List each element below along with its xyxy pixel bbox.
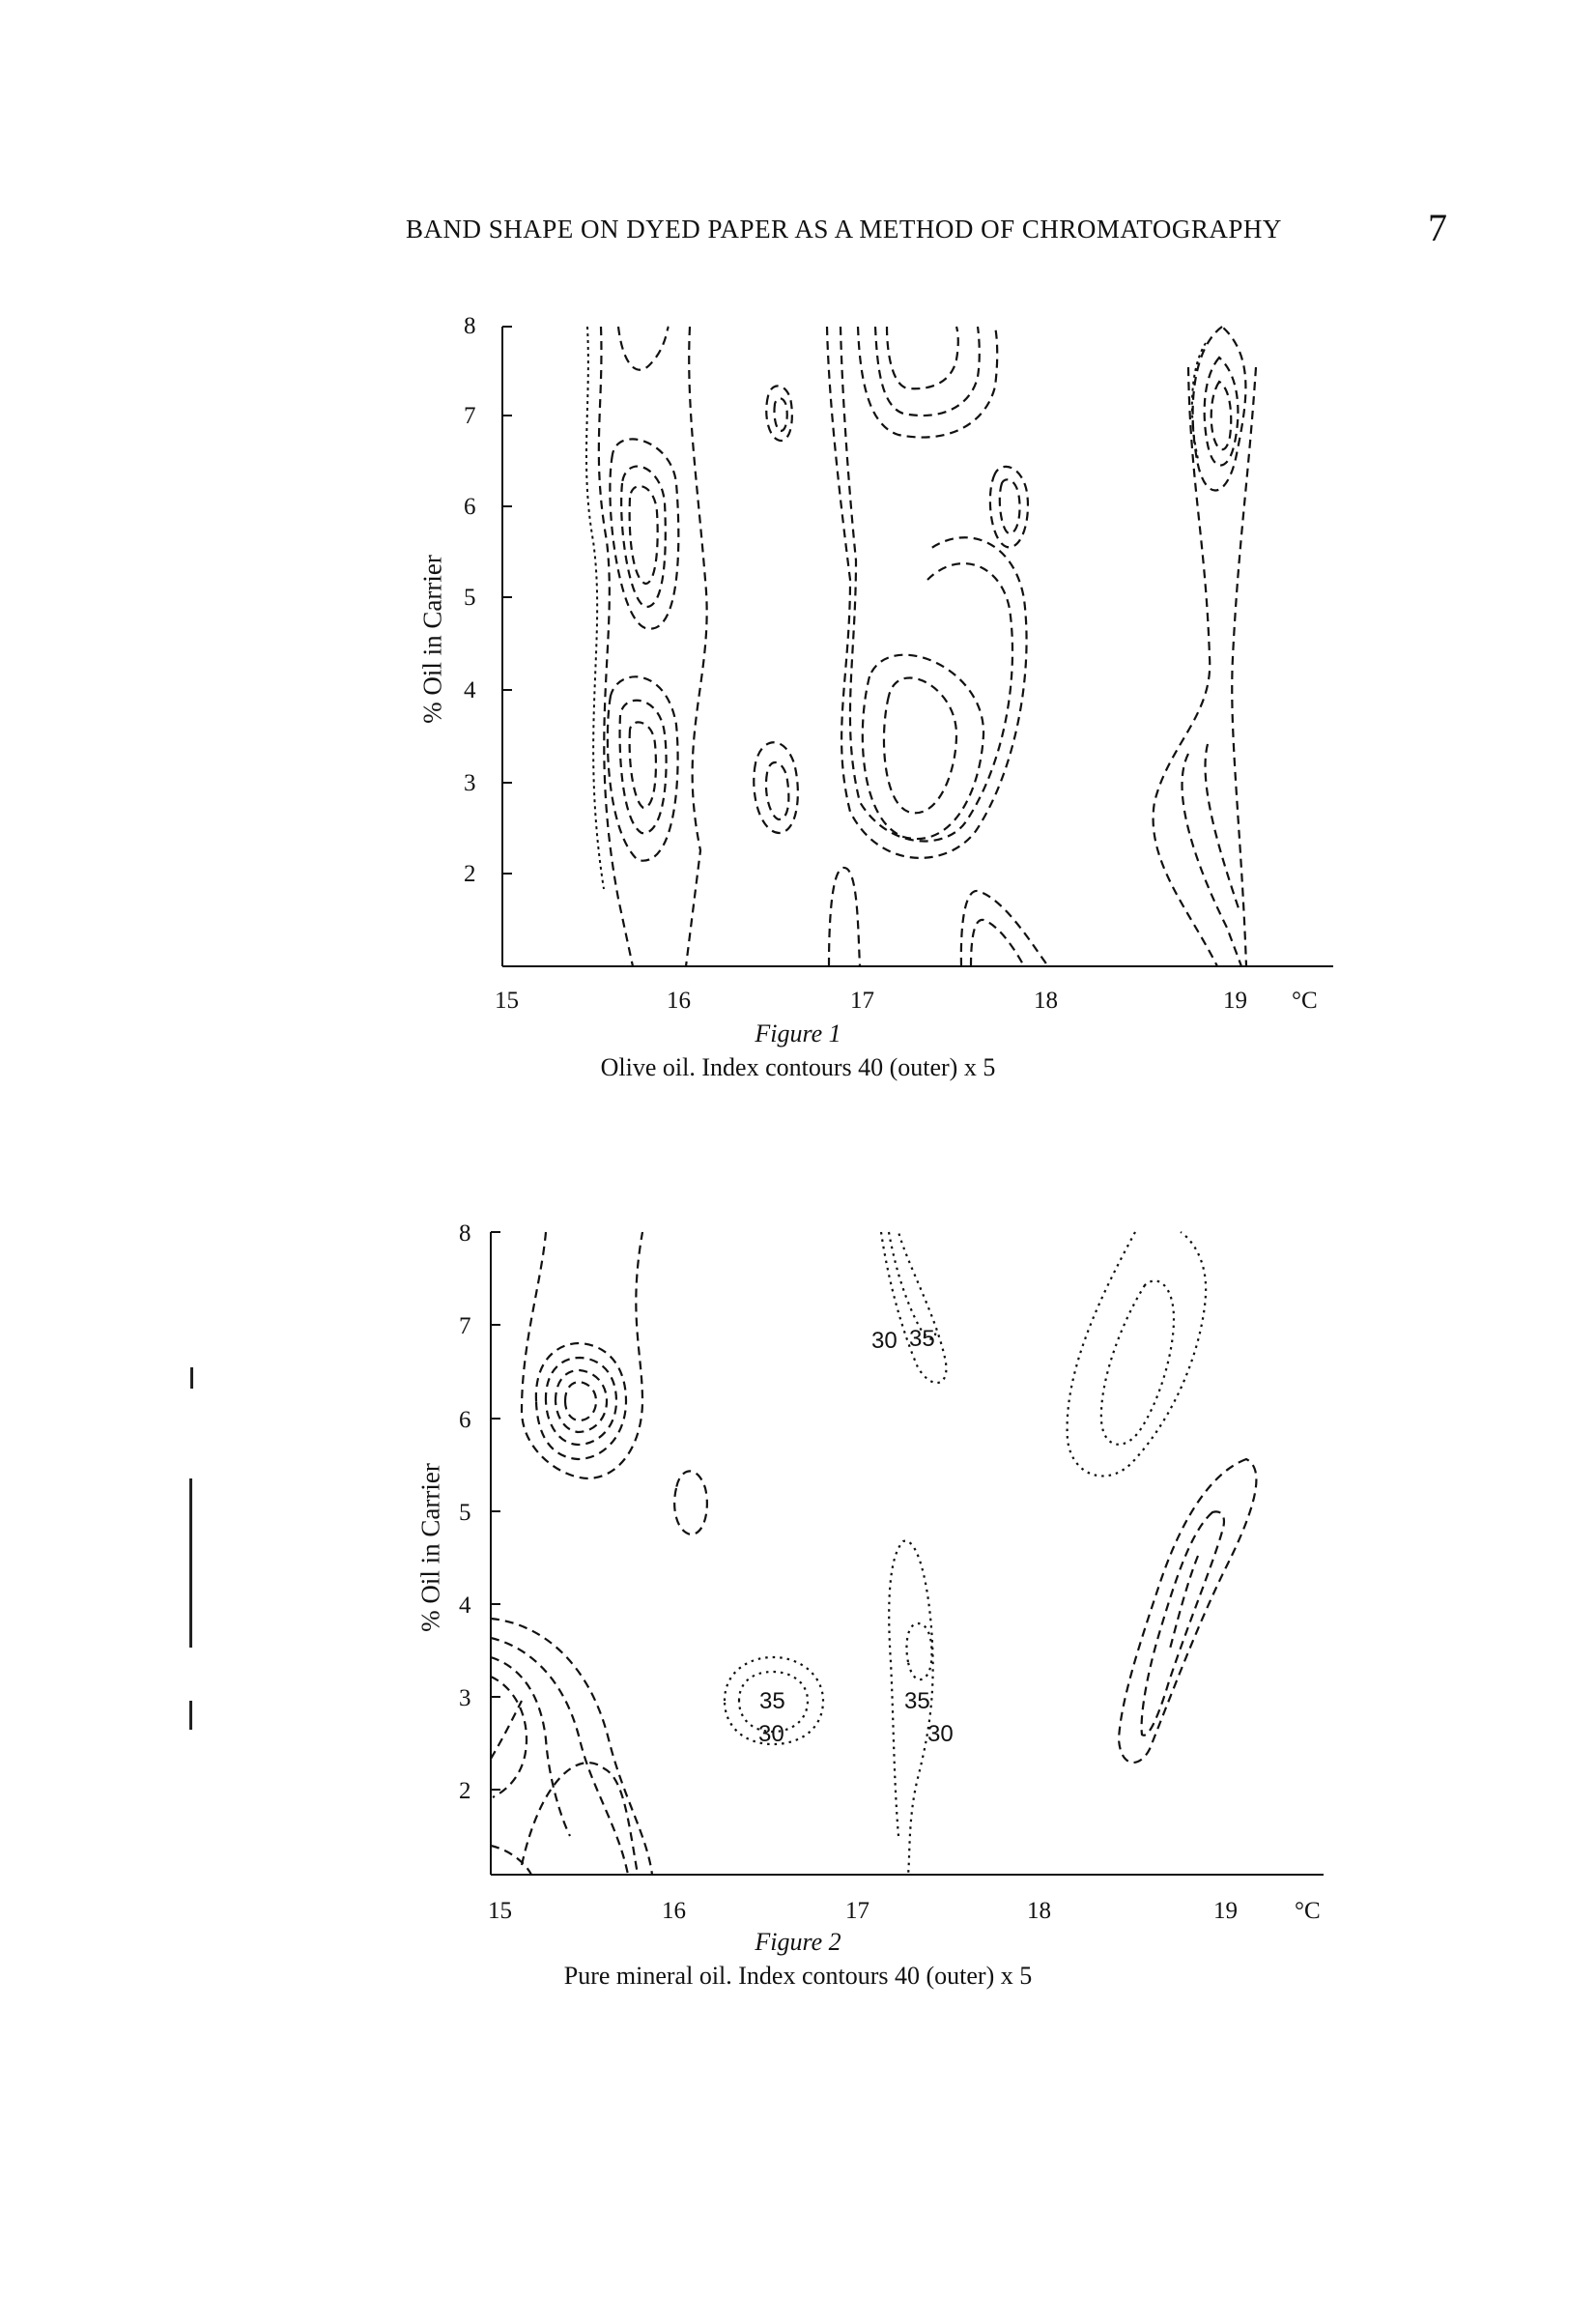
figure-2-ytick: 3 [459,1685,471,1711]
figure-2-y-ticks [491,1232,500,1790]
figure-2 [0,1198,1596,2068]
running-head: BAND SHAPE ON DYED PAPER AS A METHOD OF CHROMATOGRAPHY [406,215,1282,244]
figure-2-ytick: 2 [459,1778,471,1804]
margin-scan-mark [190,1367,193,1389]
figure-2-xtick: 18 [1027,1898,1051,1924]
figure-2-xunit: °C [1295,1898,1321,1924]
figure-1-ytick: 6 [464,494,476,520]
figure-2-y-axis-label: % Oil in Carrier [415,1463,445,1632]
figure-1-ytick: 3 [464,770,476,796]
page-number: 7 [1428,206,1447,249]
figure-2-ytick: 8 [459,1220,471,1247]
figure-1 [0,0,1596,1121]
figure-2-xtick: 19 [1213,1898,1238,1924]
figure-1-y-axis-label: % Oil in Carrier [417,555,447,724]
figure-1-xunit: °C [1292,988,1318,1014]
figure-1-ytick: 4 [464,677,476,703]
figure-2-contour-label: 35 [909,1326,935,1352]
figure-2-contour-label: 35 [759,1688,785,1714]
figure-1-caption: Olive oil. Index contours 40 (outer) x 5 [600,1053,996,1081]
figure-1-ytick: 8 [464,313,476,339]
figure-2-dotted-contours [725,1232,1206,1875]
figure-1-dotted-contours [586,327,1206,889]
figure-1-xtick: 17 [850,988,874,1014]
figure-2-contour-label: 35 [904,1688,930,1714]
margin-scan-mark [189,1701,192,1730]
figure-2-contour-label: 30 [871,1328,898,1354]
figure-2-contour-label: 30 [758,1721,784,1747]
figure-2-ytick: 4 [459,1592,471,1619]
figure-1-ytick: 2 [464,861,476,887]
margin-scan-mark [189,1478,192,1648]
figure-2-ytick: 6 [459,1407,471,1433]
figure-2-xtick: 17 [845,1898,869,1924]
figure-1-ytick: 7 [464,403,476,429]
figure-2-ytick: 5 [459,1500,471,1526]
figure-1-y-ticks [502,327,512,874]
figure-2-caption: Pure mineral oil. Index contours 40 (outer) x 5 [563,1962,1033,1990]
figure-2-ytick: 7 [459,1313,471,1339]
figure-2-xtick: 15 [488,1898,512,1924]
figure-1-label: Figure 1 [755,1019,841,1047]
figure-1-plot [0,0,1596,1121]
figure-2-contour-label: 30 [927,1721,954,1747]
figure-2-xtick: 16 [662,1898,686,1924]
figure-1-xtick: 15 [495,988,519,1014]
figure-1-xtick: 19 [1223,988,1247,1014]
figure-1-contours [599,327,1256,966]
figure-1-xtick: 18 [1034,988,1058,1014]
figure-2-label: Figure 2 [755,1928,841,1956]
figure-1-ytick: 5 [464,585,476,611]
figure-1-xtick: 16 [667,988,691,1014]
